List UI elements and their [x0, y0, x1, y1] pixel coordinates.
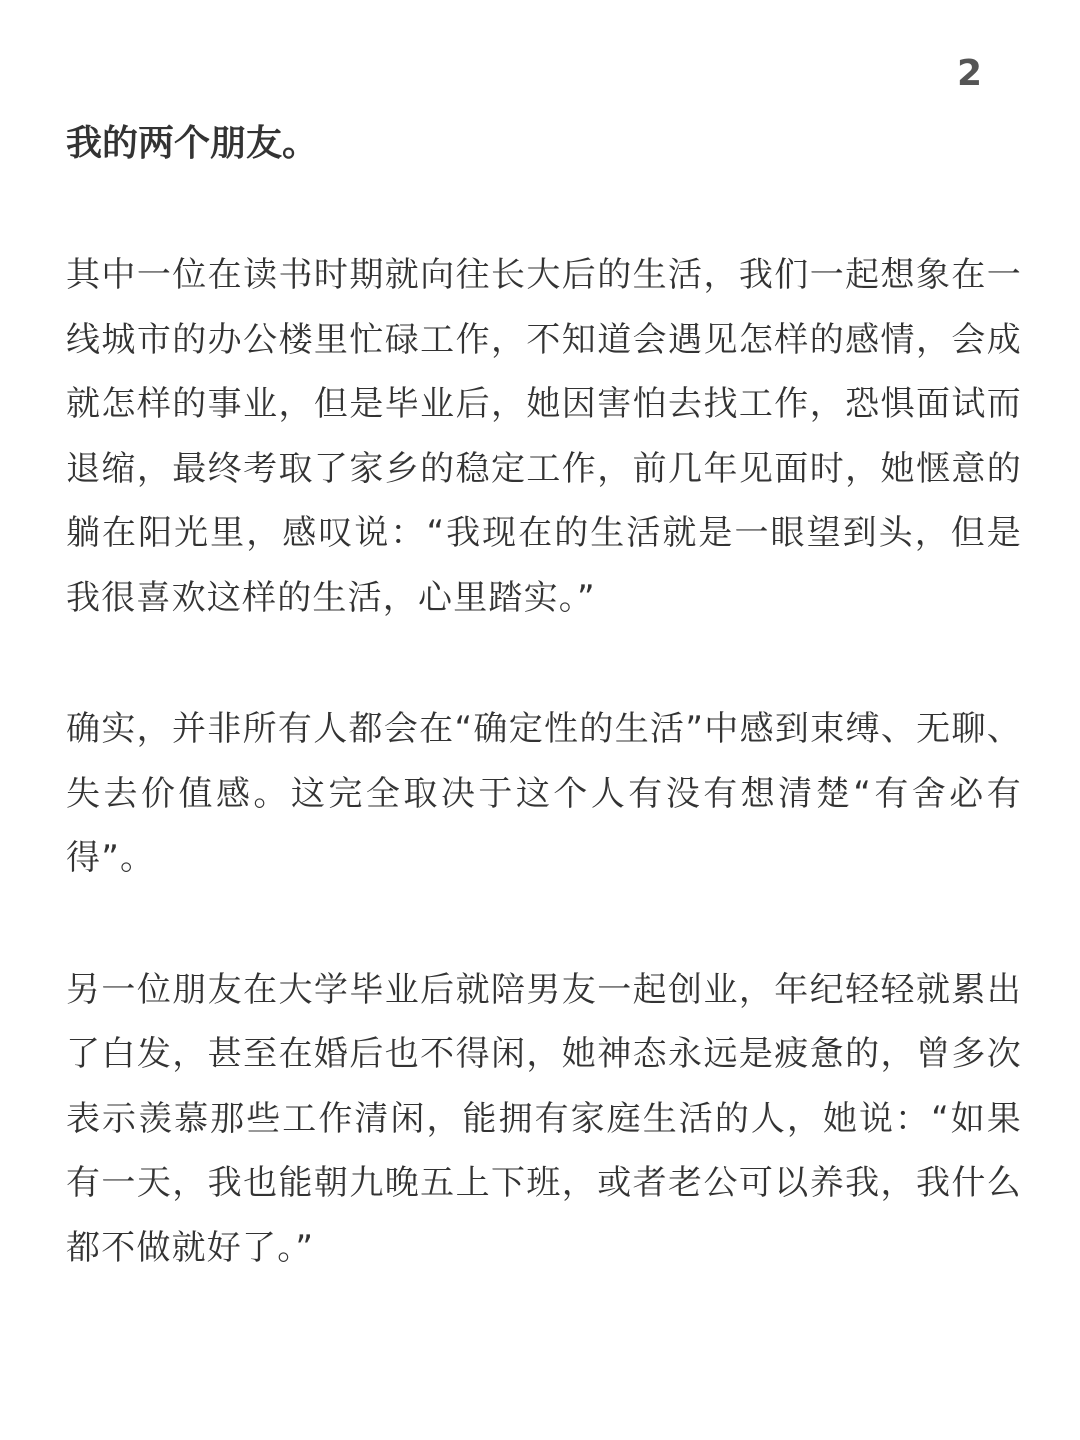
page-number: 2	[956, 53, 982, 94]
paragraph-second-friend: 另一位朋友在大学毕业后就陪男友一起创业，年纪轻轻就累出了白发，甚至在婚后也不得闲，她神态永远是疲惫的，曾多次表示羡慕那些工作清闲，能拥有家庭生活的人，她说：“如果有一天，我也能朝九晚五上下班，或者老公可以养我，我什么都不做就好了。”	[66, 969, 1022, 1268]
paragraph-certainty: 确实，并非所有人都会在“确定性的生活”中感到束缚、无聊、失去价值感。这完全取决于这个人有没有想清楚“有舍必有得”。	[66, 709, 1022, 878]
paragraph-first-friend: 其中一位在读书时期就向往长大后的生活，我们一起想象在一线城市的办公楼里忙碌工作，不知道会遇见怎样的感情，会成就怎样的事业，但是毕业后，她因害怕去找工作，恐惧面试而退缩，最终考取了家乡的稳定工作，前几年见面时，她惬意的躺在阳光里，感叹说：“我现在的生活就是一眼望到头，但是我很喜欢这样的生活，心里踏实。”	[66, 255, 1022, 618]
article-body	[66, 112, 1022, 1347]
article-heading: 我的两个朋友。	[66, 123, 319, 164]
